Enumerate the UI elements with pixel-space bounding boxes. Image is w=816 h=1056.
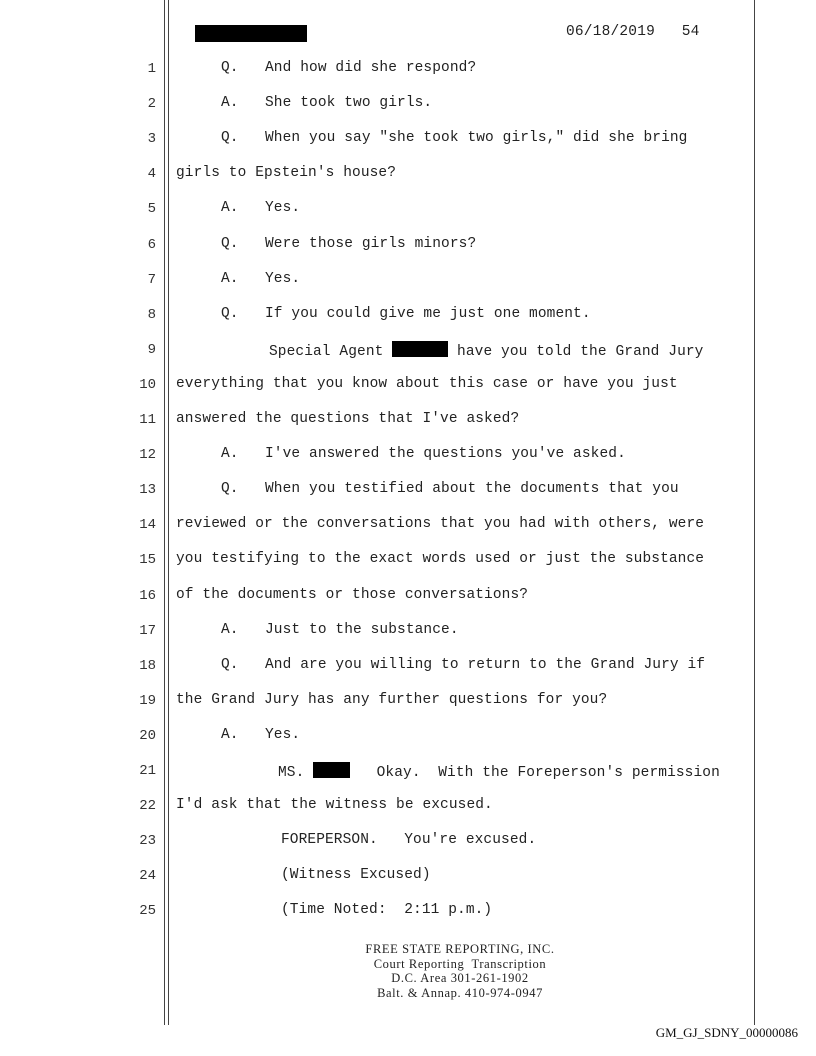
header-redaction-box	[195, 25, 307, 42]
transcript-line-text-after: have you told the Grand Jury	[448, 343, 704, 360]
margin-rule-left-inner	[168, 0, 169, 1025]
line-number: 14	[139, 517, 156, 534]
line-number: 16	[139, 587, 156, 604]
footer-phone-balt: Balt. & Annap. 410-974-0947	[377, 985, 543, 1000]
transcript-line: A. Just to the substance.	[221, 621, 459, 638]
line-number: 21	[139, 763, 156, 779]
footer-service: Court Reporting Transcription	[373, 956, 547, 971]
line-number: 9	[147, 341, 156, 358]
footer-phone-dc: D.C. Area 301-261-1902	[391, 971, 529, 985]
transcript-line: Q. Were those girls minors?	[221, 235, 477, 252]
transcript-line: A. Yes.	[221, 270, 301, 287]
transcript-line: A. Yes.	[221, 726, 301, 743]
line-number: 1	[147, 61, 156, 77]
line-number: 7	[147, 271, 156, 288]
line-number: 22	[139, 798, 156, 815]
line-number: 5	[147, 201, 156, 218]
header-date-page: 06/18/2019 54	[566, 24, 700, 40]
line-number: 11	[139, 412, 156, 428]
transcript-line: Q. When you say "she took two girls," did she bring	[221, 130, 688, 147]
line-number: 20	[139, 727, 156, 744]
line-number: 2	[147, 96, 156, 113]
reporter-footer	[240, 942, 680, 1000]
transcript-line-text-after: Okay. With the Foreperson's permission	[350, 765, 720, 781]
transcript-line: reviewed or the conversations that you had with others, were	[176, 516, 705, 533]
line-number: 13	[139, 482, 156, 499]
transcript-line: Q. When you testified about the documents that you	[221, 481, 679, 498]
transcript-line: Q. And how did she respond?	[221, 60, 477, 76]
transcript-line: girls to Epstein's house?	[176, 165, 397, 182]
line-number: 6	[147, 236, 156, 253]
footer-company: FREE STATE REPORTING, INC.	[365, 942, 555, 956]
transcript-line: you testifying to the exact words used or just the substance	[176, 551, 705, 568]
transcript-line: everything that you know about this case or have you just	[176, 375, 678, 392]
line-number: 19	[139, 692, 156, 709]
line-number: 23	[139, 833, 156, 850]
line-number: 4	[147, 166, 156, 183]
line-number: 18	[139, 657, 156, 674]
line-number: 3	[147, 131, 156, 148]
line-number: 12	[139, 447, 156, 464]
transcript-line: A. She took two girls.	[221, 95, 433, 112]
line-number: 10	[139, 376, 156, 393]
line-number: 17	[139, 622, 156, 639]
name-redaction-box	[392, 341, 448, 357]
transcript-line	[269, 341, 703, 360]
transcript-line: answered the questions that I've asked?	[176, 411, 520, 427]
line-number: 25	[139, 903, 156, 920]
transcript-line	[278, 762, 720, 781]
transcript-line: Q. And are you willing to return to the Grand Jury if	[221, 656, 706, 673]
transcript-line: the Grand Jury has any further questions for you?	[176, 691, 608, 708]
transcript-line: of the documents or those conversations?	[176, 586, 529, 603]
transcript-line: Q. If you could give me just one moment.	[221, 305, 591, 322]
transcript-line: A. Yes.	[221, 200, 301, 217]
transcript-line: I'd ask that the witness be excused.	[176, 797, 493, 814]
transcript-line: (Time Noted: 2:11 p.m.)	[281, 902, 493, 919]
name-redaction-box	[313, 762, 350, 778]
line-number: 8	[147, 306, 156, 323]
transcript-line: A. I've answered the questions you've asked.	[221, 446, 626, 463]
bates-number: GM_GJ_SDNY_00000086	[655, 1025, 798, 1040]
line-number: 15	[139, 552, 156, 569]
transcript-line-text-before: MS.	[278, 765, 314, 781]
transcript-line: FOREPERSON. You're excused.	[281, 832, 537, 849]
line-number: 24	[139, 868, 156, 885]
margin-rule-left-outer	[164, 0, 165, 1025]
transcript-line: (Witness Excused)	[281, 867, 431, 884]
transcript-line-text-before: Special Agent	[269, 343, 393, 360]
margin-rule-right	[754, 0, 755, 1025]
